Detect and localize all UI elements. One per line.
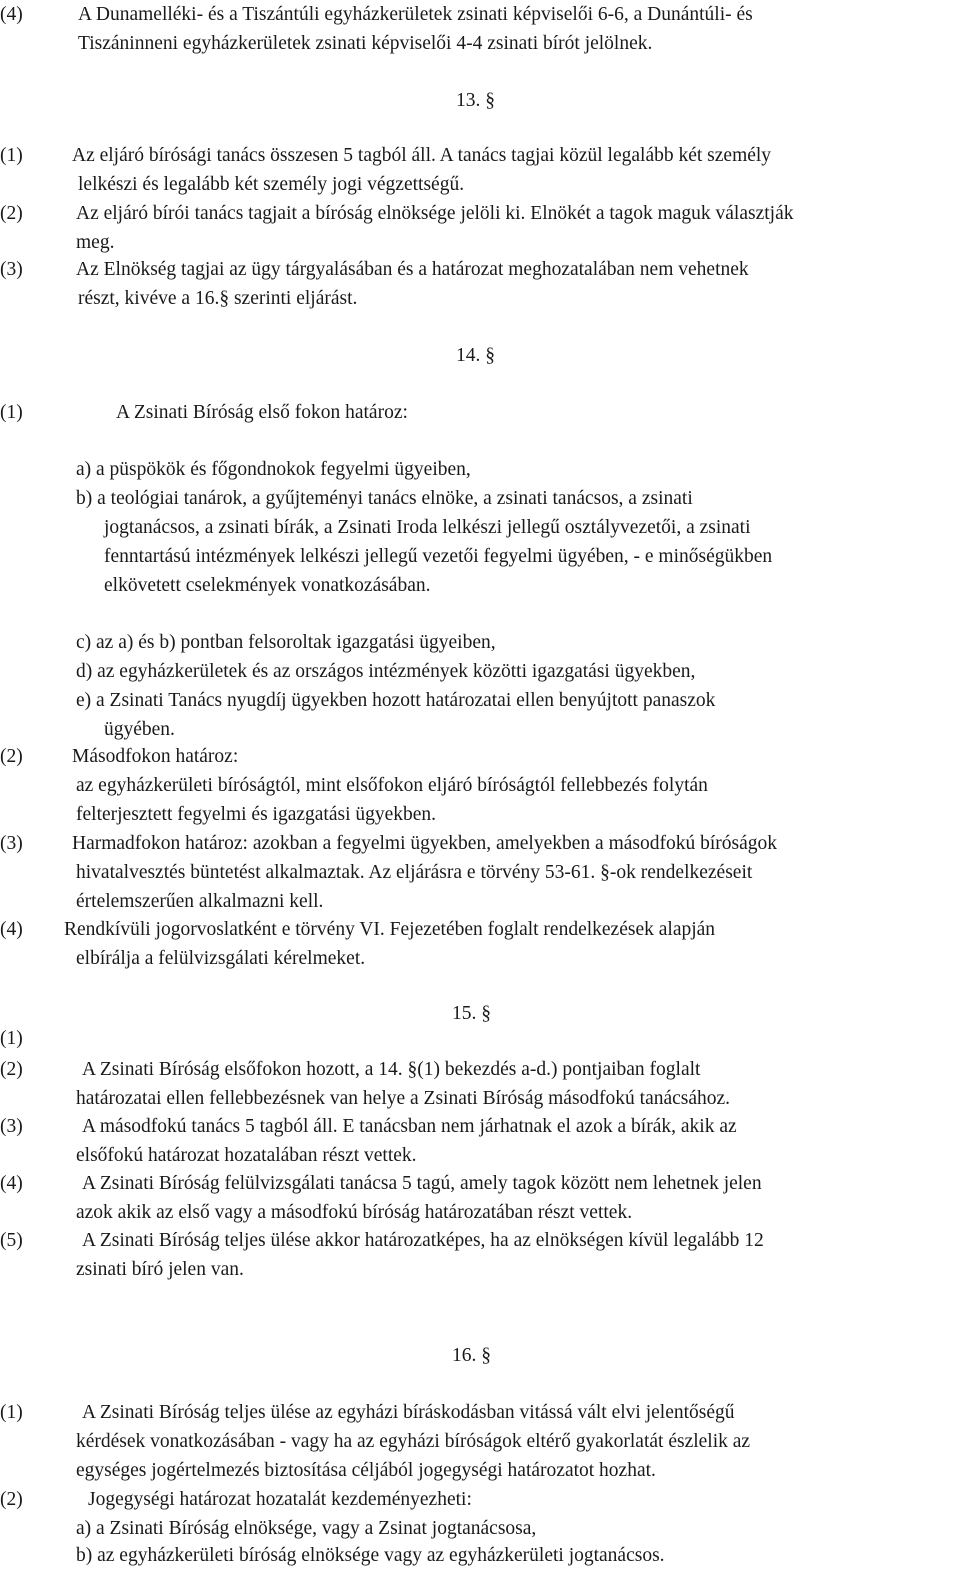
paragraph-number: (2) (0, 203, 23, 224)
paragraph-number: (2) (0, 1059, 23, 1080)
section-sign-icon: § (600, 862, 610, 883)
list-item: c) az a) és b) pontban felsoroltak igazgatási ügyeiben, (76, 632, 496, 653)
paragraph-line: Az eljáró bírói tanács tagjait a bíróság elnöksége jelöli ki. Elnökét a tagok maguk választják (76, 203, 794, 224)
paragraph-line: A Zsinati Bíróság elsőfokon hozott, a 14. §(1) bekezdés a-d.) pontjaiban foglalt (82, 1059, 701, 1080)
paragraph-number: (4) (0, 919, 23, 940)
list-item: b) az egyházkerületi bíróság elnöksége vagy az egyházkerületi jogtanácsos. (76, 1545, 665, 1566)
section-heading-16: 16. § (452, 1345, 491, 1366)
section-sign-icon: § (485, 90, 495, 111)
paragraph-number: (4) (0, 1173, 23, 1194)
paragraph-number: (2) (0, 746, 23, 767)
list-item: b) a teológiai tanárok, a gyűjteményi tanács elnöke, a zsinati tanácsos, a zsinati (76, 488, 693, 509)
paragraph-line: azok akik az első vagy a másodfokú bíróság határozatában részt vettek. (76, 1202, 633, 1223)
paragraph-line: A Dunamelléki- és a Tiszántúli egyházkerületek zsinati képviselői 6-6, a Dunántúli- és (78, 4, 753, 25)
paragraph-line: A másodfokú tanács 5 tagból áll. E tanácsban nem járhatnak el azok a bírák, akik az (82, 1116, 737, 1137)
section-sign-icon: § (481, 1345, 491, 1366)
paragraph-line: határozatai ellen fellebbezésnek van helye a Zsinati Bíróság másodfokú tanácsához. (76, 1088, 731, 1109)
section-sign-icon: § (219, 288, 230, 309)
list-item: e) a Zsinati Tanács nyugdíj ügyekben hozott határozatai ellen benyújtott panaszok (76, 690, 716, 711)
paragraph-line: zsinati bíró jelen van. (76, 1259, 244, 1280)
list-item-line: jogtanácsos, a zsinati bírák, a Zsinati Iroda lelkészi jellegű osztályvezetői, a zsinati (104, 517, 751, 538)
list-item: a) a Zsinati Bíróság elnöksége, vagy a Zsinat jogtanácsosa, (76, 1518, 537, 1539)
list-item-line: elkövetett cselekmények vonatkozásában. (104, 575, 431, 596)
paragraph-line: A Zsinati Bíróság felülvizsgálati tanácsa 5 tagú, amely tagok között nem lehetnek jelen (82, 1173, 762, 1194)
paragraph-line: Tiszáninneni egyházkerületek zsinati képviselői 4-4 zsinati bírót jelölnek. (78, 33, 653, 54)
paragraph-line: az egyházkerületi bíróságtól, mint elsőfokon eljáró bíróságtól fellebbezés folytán (76, 775, 708, 796)
paragraph-number: (5) (0, 1230, 23, 1251)
paragraph-line: felterjesztett fegyelmi és igazgatási ügyekben. (76, 804, 437, 825)
paragraph-line: részt, kivéve a 16.§ szerinti eljárást. (78, 288, 358, 309)
paragraph-number: (1) (0, 1028, 23, 1049)
paragraph-number: (1) (0, 402, 23, 423)
paragraph-line: A Zsinati Bíróság első fokon határoz: (116, 402, 408, 423)
paragraph-number: (3) (0, 833, 23, 854)
paragraph-line: Rendkívüli jogorvoslatként e törvény VI. Fejezetében foglalt rendelkezések alapján (64, 919, 716, 940)
paragraph-line: elbírálja a felülvizsgálati kérelmeket. (76, 948, 366, 969)
paragraph-line: egységes jogértelmezés biztosítása céljából jogegységi határozatot hozhat. (76, 1460, 656, 1481)
paragraph-line: Az eljáró bírósági tanács összesen 5 tagból áll. A tanács tagjai közül legalább két személy (72, 145, 772, 166)
section-sign-icon: § (485, 345, 495, 366)
list-item-line: fenntartású intézmények lelkészi jellegű vezetői fegyelmi ügyében, - e minőségükben (104, 546, 773, 567)
paragraph-line: meg. (76, 232, 115, 253)
paragraph-line: A Zsinati Bíróság teljes ülése az egyházi bíráskodásban vitássá vált elvi jelentőségű (82, 1402, 735, 1423)
paragraph-number: (1) (0, 145, 23, 166)
section-sign-icon: § (481, 1003, 491, 1024)
paragraph-number: (1) (0, 1402, 23, 1423)
paragraph-line: hivatalvesztés büntetést alkalmaztak. Az eljárásra e törvény 53-61. §-ok rendelkezéseit (76, 862, 753, 883)
section-heading-15: 15. § (452, 1003, 491, 1024)
paragraph-line: A Zsinati Bíróság teljes ülése akkor határozatképes, ha az elnökségen kívül legalább 12 (82, 1230, 764, 1251)
section-sign-icon: § (407, 1059, 418, 1080)
paragraph-line: lelkészi és legalább két személy jogi végzettségű. (78, 174, 465, 195)
section-heading-14: 14. § (456, 345, 495, 366)
paragraph-line: Másodfokon határoz: (72, 746, 239, 767)
paragraph-number: (3) (0, 259, 23, 280)
paragraph-line: kérdések vonatkozásában - vagy ha az egyházi bíróságok eltérő gyakorlatát észlelik az (76, 1431, 751, 1452)
paragraph-line: értelemszerűen alkalmazni kell. (76, 891, 324, 912)
paragraph-number: (3) (0, 1116, 23, 1137)
paragraph-line: Harmadfokon határoz: azokban a fegyelmi ügyekben, amelyekben a másodfokú bíróságok (72, 833, 777, 854)
paragraph-number: (4) (0, 4, 23, 25)
section-heading-13: 13. § (456, 90, 495, 111)
list-item-line: ügyében. (104, 719, 175, 740)
paragraph-number: (2) (0, 1489, 23, 1510)
list-item: d) az egyházkerületek és az országos intézmények közötti igazgatási ügyekben, (76, 661, 696, 682)
paragraph-line: elsőfokú határozat hozatalában részt vettek. (76, 1145, 417, 1166)
paragraph-line: Jogegységi határozat hozatalát kezdeményezheti: (88, 1489, 472, 1510)
list-item: a) a püspökök és főgondnokok fegyelmi ügyeiben, (76, 459, 471, 480)
paragraph-line: Az Elnökség tagjai az ügy tárgyalásában és a határozat meghozatalában nem vehetnek (76, 259, 749, 280)
